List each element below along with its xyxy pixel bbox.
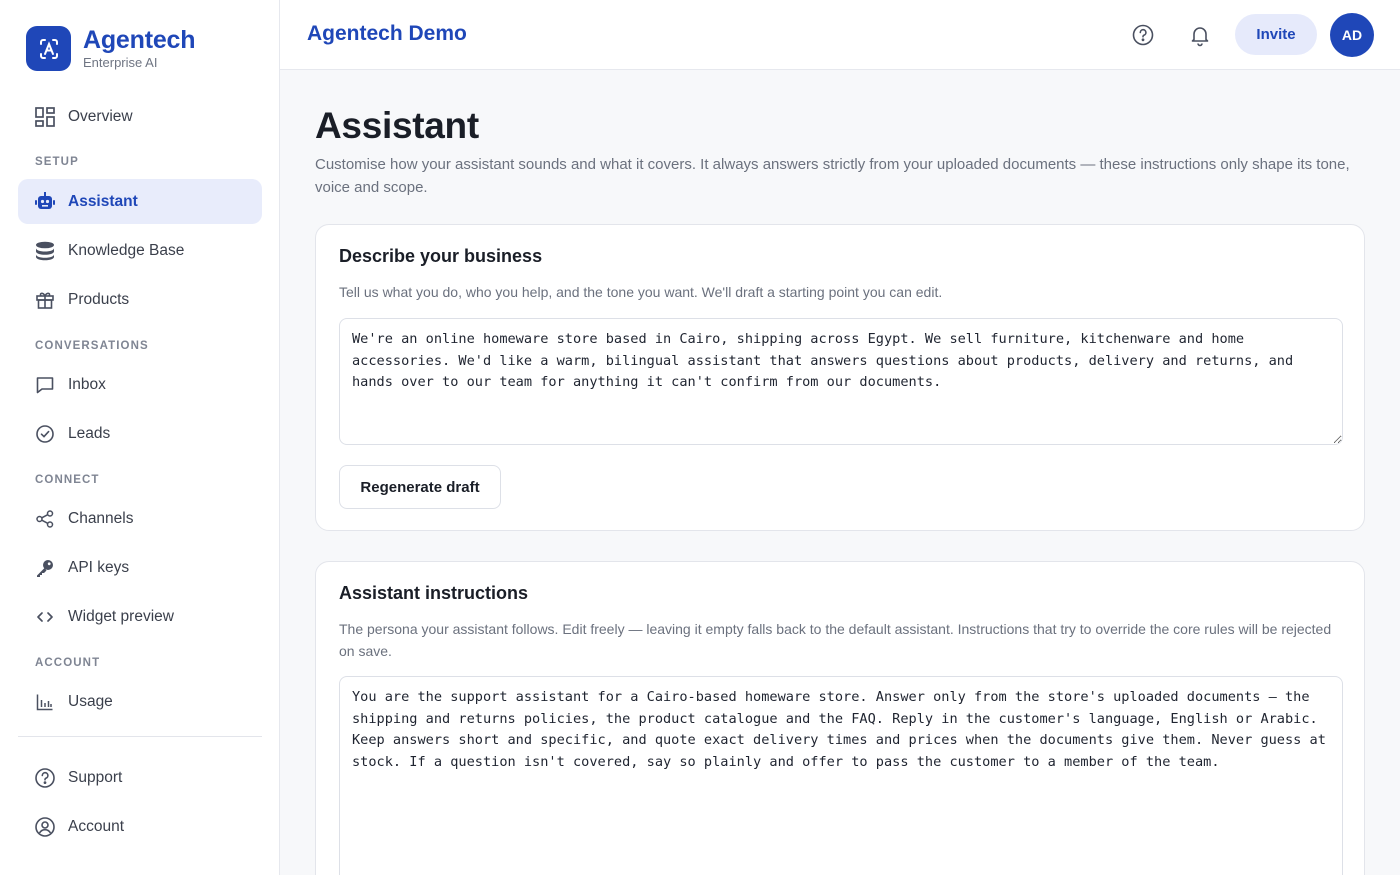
page-title: Assistant bbox=[315, 105, 479, 146]
instructions-card bbox=[315, 561, 1365, 875]
card-title: Describe your business bbox=[339, 246, 543, 266]
sidebar-item-label: Knowledge Base bbox=[68, 241, 185, 259]
database-icon bbox=[34, 240, 56, 262]
invite-button[interactable]: Invite bbox=[1235, 14, 1317, 55]
regenerate-draft-button[interactable]: Regenerate draft bbox=[339, 465, 501, 509]
section-label-connect: CONNECT bbox=[35, 474, 100, 486]
business-card bbox=[315, 224, 1365, 531]
card-description: Tell us what you do, who you help, and the tone you want. We'll draft a starting point you can edit. bbox=[339, 284, 943, 300]
sidebar-item-label: Usage bbox=[68, 692, 113, 710]
sidebar-item-widget-preview[interactable] bbox=[18, 594, 262, 639]
section-label-account: ACCOUNT bbox=[35, 657, 101, 669]
sidebar-item-label: Overview bbox=[68, 107, 133, 125]
sidebar-item-support[interactable] bbox=[18, 755, 262, 800]
sidebar-item-overview[interactable] bbox=[18, 94, 262, 139]
brand[interactable] bbox=[26, 26, 195, 71]
sidebar-item-inbox[interactable] bbox=[18, 362, 262, 407]
sidebar-item-label: Account bbox=[68, 817, 125, 835]
section-label-conversations: CONVERSATIONS bbox=[35, 340, 149, 352]
robot-icon bbox=[34, 191, 56, 213]
sidebar-item-label: Inbox bbox=[68, 375, 106, 393]
brand-name: Agentech bbox=[83, 26, 196, 54]
workspace-title: Agentech Demo bbox=[307, 22, 467, 45]
sidebar-item-label: Widget preview bbox=[68, 607, 174, 625]
topbar bbox=[280, 0, 1400, 70]
sidebar-item-knowledge-base[interactable] bbox=[18, 228, 262, 273]
page-description: Customise how your assistant sounds and what it covers. It always answers strictly from your uploaded documents — these instructions only shape its tone, voice and scope. bbox=[315, 156, 1350, 196]
sidebar-item-label: API keys bbox=[68, 558, 130, 576]
sidebar-item-label: Support bbox=[68, 768, 123, 786]
sidebar-item-assistant[interactable] bbox=[18, 179, 262, 224]
brand-subtitle: Enterprise AI bbox=[83, 55, 158, 70]
sidebar-divider bbox=[18, 736, 262, 737]
chat-icon bbox=[34, 374, 56, 396]
business-description-field[interactable] bbox=[339, 318, 1343, 445]
section-label-setup: SETUP bbox=[35, 156, 79, 168]
card-description: The persona your assistant follows. Edit freely — leaving it empty falls back to the default assistant. Instructions that try to override the core rules will be rejected on save. bbox=[339, 621, 1332, 659]
sidebar-item-label: Channels bbox=[68, 509, 134, 527]
sidebar-item-label: Products bbox=[68, 290, 130, 308]
assistant-instructions-field[interactable] bbox=[339, 676, 1343, 875]
dashboard-icon bbox=[34, 106, 56, 128]
help-circle-icon bbox=[34, 767, 56, 789]
avatar[interactable]: AD bbox=[1330, 13, 1374, 57]
sidebar-item-api-keys[interactable] bbox=[18, 545, 262, 590]
card-title: Assistant instructions bbox=[339, 583, 529, 603]
sidebar-item-label: Assistant bbox=[68, 192, 138, 210]
brand-logo-icon bbox=[26, 26, 71, 71]
sidebar-item-channels[interactable] bbox=[18, 496, 262, 541]
user-circle-icon bbox=[34, 816, 56, 838]
sidebar bbox=[0, 0, 280, 875]
key-icon bbox=[34, 557, 56, 579]
gift-icon bbox=[34, 289, 56, 311]
check-circle-icon bbox=[34, 423, 56, 445]
sidebar-item-products[interactable] bbox=[18, 277, 262, 322]
sidebar-item-account[interactable] bbox=[18, 804, 262, 849]
sidebar-item-label: Leads bbox=[68, 424, 111, 442]
help-icon[interactable] bbox=[1131, 23, 1155, 47]
bar-chart-icon bbox=[34, 691, 56, 713]
sidebar-item-leads[interactable] bbox=[18, 411, 262, 456]
share-icon bbox=[34, 508, 56, 530]
bell-icon[interactable] bbox=[1188, 23, 1212, 47]
code-icon bbox=[34, 606, 56, 628]
sidebar-item-usage[interactable] bbox=[18, 679, 262, 724]
